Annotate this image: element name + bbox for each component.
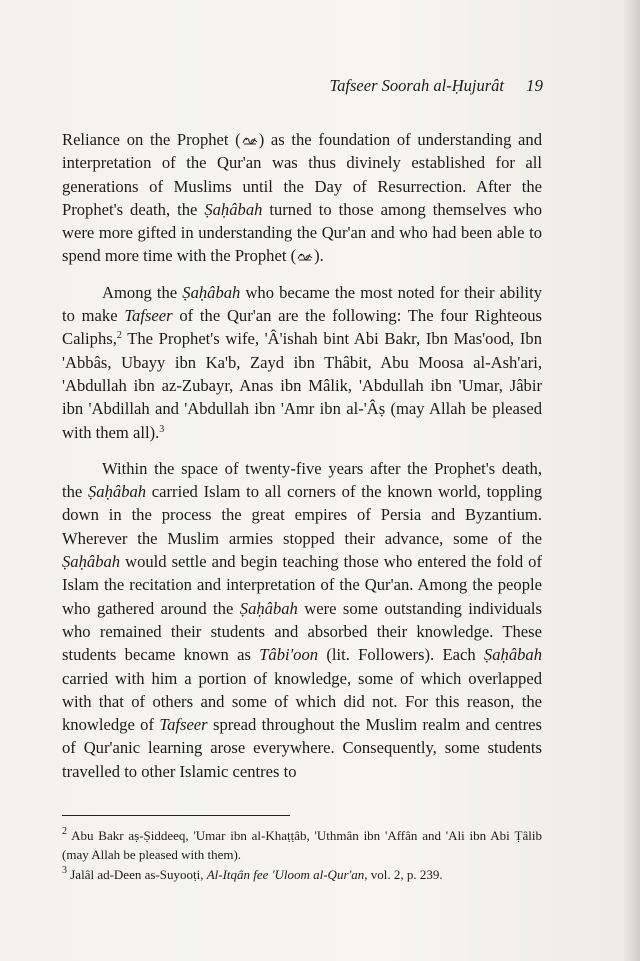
footnote-text: Abu Bakr aṣ-Ṣiddeeq, 'Umar ibn al-Khaṭṭâb, 'Uthmân ibn 'Affân and 'Ali ibn Abi Ṭâlib (may Allah be pleased with them). — [62, 828, 542, 862]
paragraph-2 — [62, 281, 542, 444]
text-run: turned to those among themselves who were more gifted in understanding the Qur'an and who had been able to spend more time with the Prophet ( — [62, 199, 542, 266]
text-run: Within the space of twenty-five years after the Prophet's death, the — [62, 458, 542, 502]
text-run: carried Islam to all corners of the known world, toppling down in the process the great empires of Persia and Byzantium. Wherever the Muslim armies stopped their advance, some of the — [62, 482, 542, 548]
text-run: (lit. Followers). Each — [318, 645, 484, 665]
footnotes — [62, 826, 542, 884]
italic-term: Tafseer — [159, 715, 208, 735]
main-text — [62, 128, 542, 796]
running-header — [0, 76, 543, 96]
italic-term: Ṣaḥâbah — [239, 598, 298, 618]
italic-term: Ṣaḥâbah — [483, 645, 542, 665]
footnote-book-title: Al-Itqân fee 'Uloom al-Qur'an — [206, 867, 365, 882]
text-run: spread throughout the Muslim realm and centres of Qur'anic learning arose everywhere. Consequently, some students travelled to other Islamic centres to — [62, 715, 542, 781]
footnote-number: 2 — [62, 826, 67, 837]
text-run: Reliance on the Prophet ( — [62, 130, 241, 149]
italic-term: Tâbi'oon — [259, 645, 319, 665]
text-run: Among the — [102, 282, 183, 302]
italic-term: Ṣaḥâbah — [182, 282, 241, 302]
italic-term: Ṣaḥâbah — [88, 482, 147, 502]
footnote-ref-3[interactable]: 3 — [159, 423, 165, 435]
salutation-ligature-icon — [296, 250, 314, 262]
italic-term: Ṣaḥâbah — [204, 199, 263, 219]
footnote-number: 3 — [62, 865, 67, 876]
paragraph-1 — [62, 128, 542, 268]
footnote-ref-2[interactable]: 2 — [116, 330, 122, 342]
italic-term: Tafseer — [124, 306, 173, 326]
text-run: The Prophet's wife, 'Â'ishah bint Abi Bakr, Ibn Mas'ood, Ibn 'Abbâs, Ubayy ibn Ka'b, Zayd ibn Thâbit, Abu Moosa al-Ash'ari, 'Abdullah ibn az-Zubayr, Anas ibn Mâlik, 'Abdullah ibn 'Umar, Jâbir ibn 'Abdillah and 'Abdullah ibn 'Amr ibn al-'Âṣ (may Allah be pleased with them all). — [62, 329, 542, 442]
footnote-2 — [62, 826, 542, 864]
paragraph-3 — [62, 457, 542, 783]
text-run: ). — [314, 246, 324, 266]
footnote-text: , vol. 2, p. 239. — [364, 867, 443, 882]
text-run: carried with him a portion of knowledge, some of which overlapped with that of others and some of which did not. For this reason, the knowledge of — [62, 668, 542, 735]
footnote-divider — [62, 815, 290, 816]
page-number: 19 — [526, 76, 543, 95]
text-run: would settle and begin teaching those who entered the fold of Islam the recitation and interpretation of the Qur'an. Among the people who gathered around the — [62, 552, 542, 618]
text-run: of the Qur'an are the following: The four Righteous Caliphs, — [62, 306, 543, 349]
salutation-ligature-icon — [241, 134, 259, 146]
text-run: ) as the foundation of understanding and interpretation of the Qur'an was thus divinely established for all generations of Muslims until the Day of Resurrection. After the Prophet's death, the — [62, 130, 543, 219]
footnote-3 — [62, 865, 542, 884]
text-run: were some outstanding individuals who remained their students and absorbed their knowledge. These students became known as — [62, 598, 542, 665]
header-title: Tafseer Soorah al-Ḥujurât — [329, 76, 504, 95]
footnote-text: Jalâl ad-Deen as-Suyooṭi, — [67, 867, 207, 882]
page-edge-shadow — [622, 0, 640, 961]
italic-term: Ṣaḥâbah — [62, 552, 121, 572]
text-run: who became the most noted for their ability to make — [62, 282, 542, 326]
